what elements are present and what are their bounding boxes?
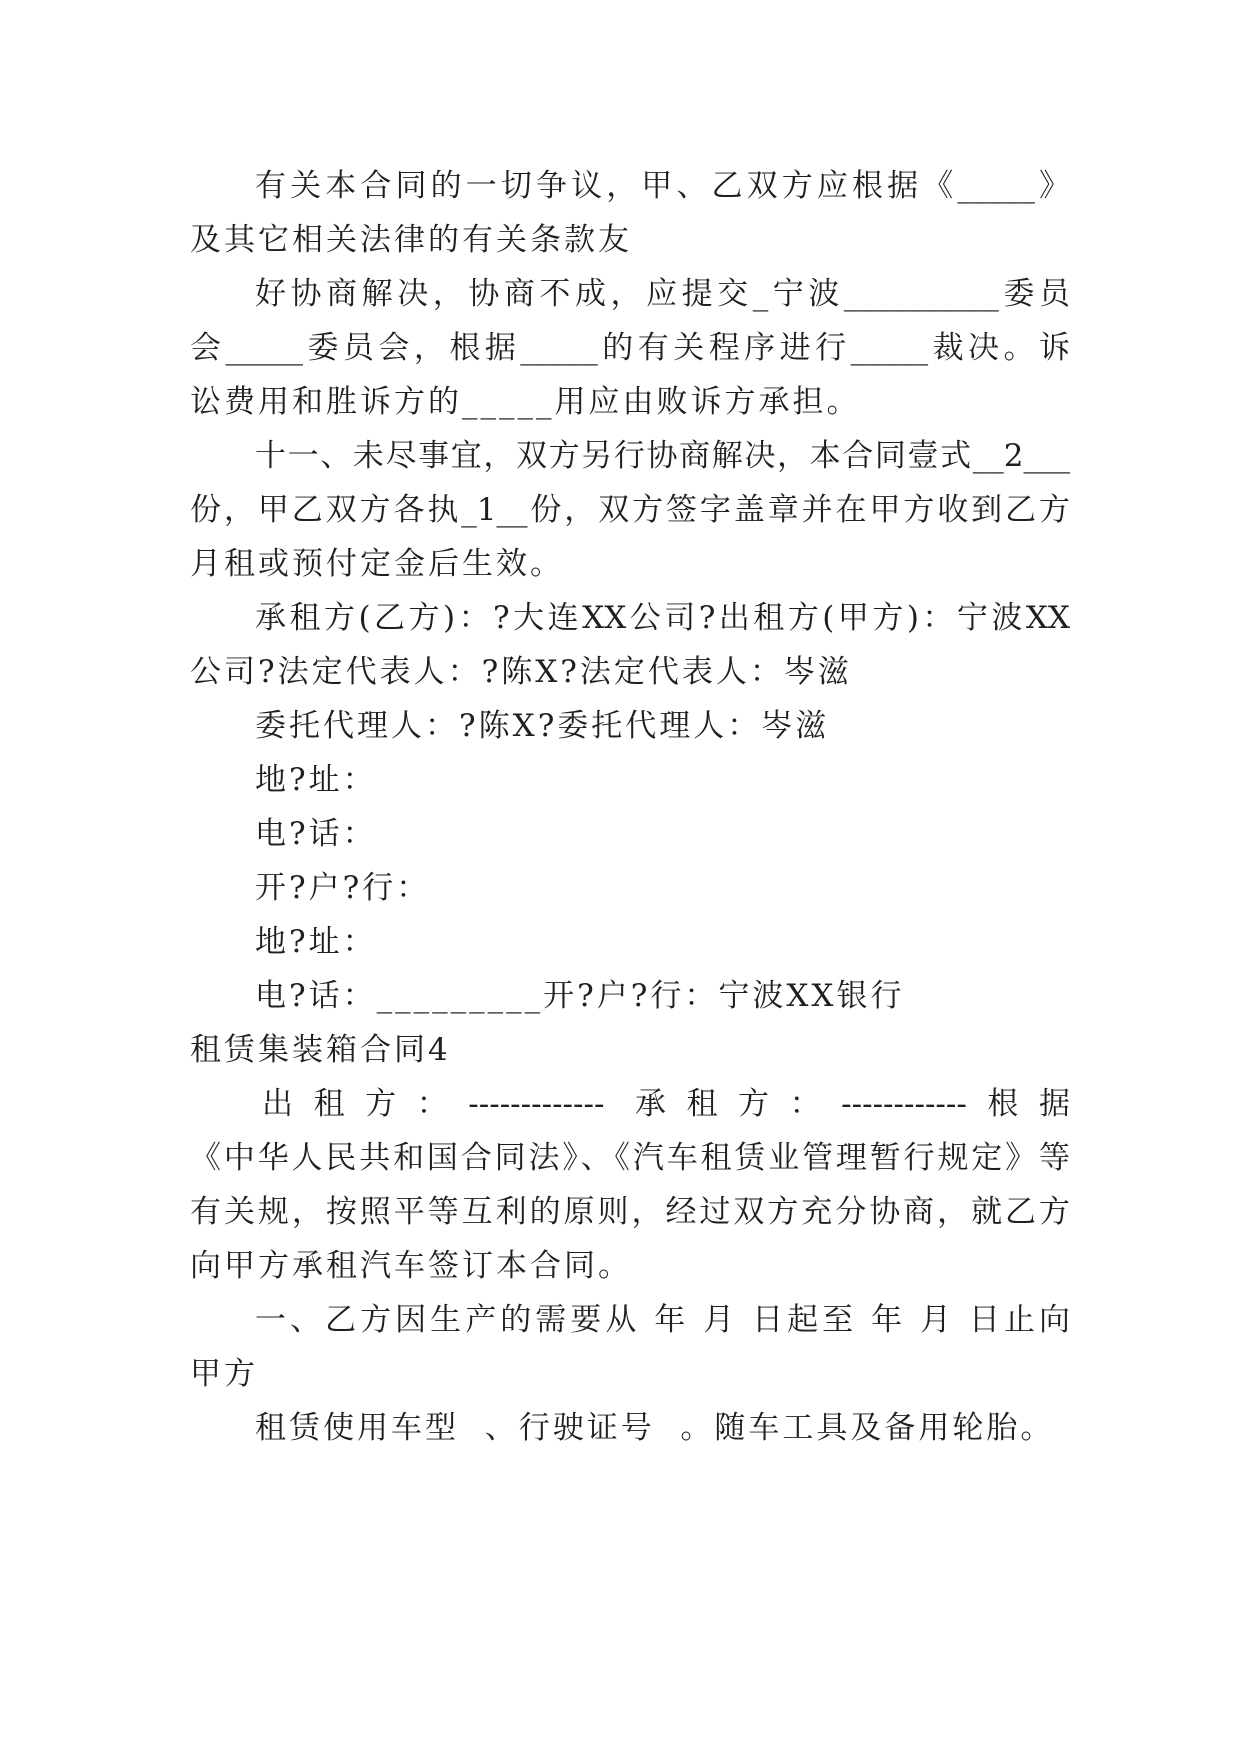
text-line-8: 月租或预付定金后生效。	[190, 546, 564, 582]
text-line-19: 《中华人民共和国合同法》、《汽车租赁业管理暂行规定》等	[190, 1140, 1070, 1176]
text-line-13: 电?话：	[255, 816, 377, 852]
text-line-5: 讼费用和胜诉方的_____用应由败诉方承担。	[190, 384, 861, 420]
text-line-21: 向甲方承租汽车签订本合同。	[190, 1248, 632, 1284]
text-line-20: 有关规，按照平等互利的原则，经过双方充分协商，就乙方	[190, 1194, 1070, 1230]
text-line-23: 甲方	[190, 1356, 258, 1392]
section-heading: 租赁集装箱合同4	[190, 1032, 451, 1068]
text-line-7: 份，甲乙双方各执_1__份，双方签字盖章并在甲方收到乙方	[190, 492, 1070, 528]
text-line-12: 地?址：	[255, 762, 377, 798]
text-line-9: 承租方(乙方)：?大连XX公司?出租方(甲方)：宁波XX	[255, 600, 1070, 636]
text-line-10: 公司?法定代表人：?陈X?法定代表人：岑滋	[190, 654, 852, 690]
text-line-24: 租赁使用车型 、行驶证号 。随车工具及备用轮胎。	[255, 1410, 1055, 1446]
text-line-11: 委托代理人：?陈X?委托代理人：岑滋	[255, 708, 830, 744]
text-line-18: 出租方：------------- 承租方：------------根据	[262, 1086, 1070, 1122]
text-line-6: 十一、未尽事宜，双方另行协商解决，本合同壹式__2___	[255, 438, 1070, 474]
text-line-3: 好协商解决，协商不成，应提交_宁波__________委员	[255, 276, 1070, 312]
text-line-15: 地?址：	[255, 924, 377, 960]
text-line-22: 一、乙方因生产的需要从 年 月 日起至 年 月 日止向	[255, 1302, 1070, 1338]
text-line-16: 电?话：_________开?户?行：宁波XX银行	[255, 978, 905, 1014]
text-line-1: 有关本合同的一切争议，甲、乙双方应根据《_____》	[255, 168, 1070, 204]
text-line-14: 开?户?行：	[255, 870, 431, 906]
text-line-2: 及其它相关法律的有关条款友	[190, 222, 632, 258]
text-line-4: 会_____委员会，根据_____的有关程序进行_____裁决。诉	[190, 330, 1070, 366]
